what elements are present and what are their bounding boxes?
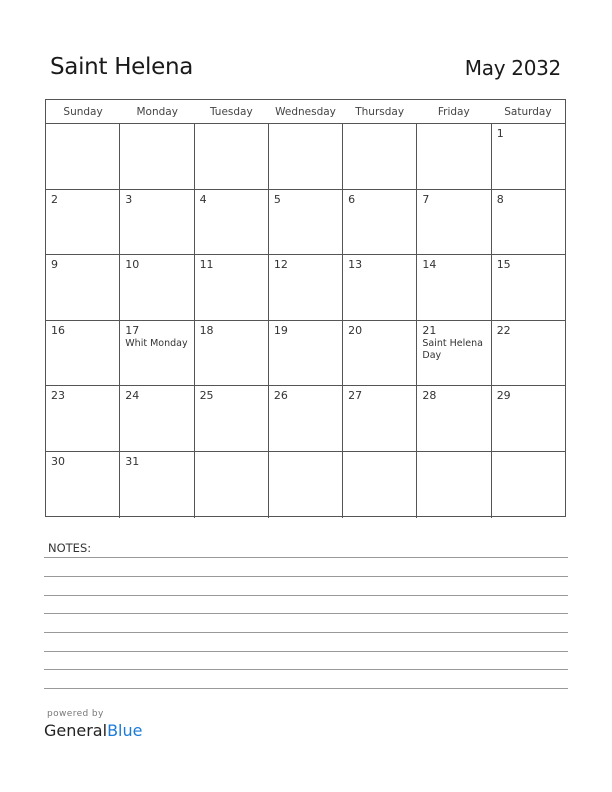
calendar-grid xyxy=(45,99,566,517)
notes-line xyxy=(44,613,568,614)
day-cell[interactable] xyxy=(492,255,565,320)
notes-line xyxy=(44,632,568,633)
weekday-thursday: Thursday xyxy=(355,106,405,118)
day-number: 17 xyxy=(125,323,140,337)
day-number: 5 xyxy=(273,192,281,206)
day-number: 11 xyxy=(199,258,214,272)
day-cell[interactable] xyxy=(46,124,120,189)
day-number: 12 xyxy=(273,258,288,272)
day-number: 30 xyxy=(51,454,65,468)
notes-line xyxy=(44,688,568,689)
day-cell[interactable] xyxy=(269,124,343,189)
day-cell[interactable] xyxy=(492,321,565,386)
day-number: 25 xyxy=(199,389,214,403)
week-row xyxy=(46,321,565,387)
day-cell[interactable] xyxy=(417,321,491,386)
brand-blue: Blue xyxy=(107,721,143,740)
day-number: 26 xyxy=(273,389,288,403)
day-cell[interactable] xyxy=(195,321,269,386)
powered-by-text: powered by xyxy=(47,709,104,719)
day-cell[interactable] xyxy=(120,124,194,189)
day-cell[interactable] xyxy=(492,124,565,189)
week-row xyxy=(46,452,565,518)
day-cell[interactable] xyxy=(343,255,417,320)
day-number: 10 xyxy=(125,258,140,272)
day-number: 4 xyxy=(199,192,207,206)
day-number: 20 xyxy=(348,323,363,337)
day-cell[interactable] xyxy=(120,190,194,255)
day-cell[interactable] xyxy=(46,321,120,386)
brand-logo[interactable] xyxy=(44,721,142,740)
week-row xyxy=(46,190,565,256)
day-cell[interactable] xyxy=(492,190,565,255)
day-cell[interactable] xyxy=(417,255,491,320)
day-cell[interactable] xyxy=(195,452,269,518)
day-number: 9 xyxy=(51,258,58,272)
day-number: 24 xyxy=(125,389,140,403)
day-number: 18 xyxy=(199,323,214,337)
brand-general: General xyxy=(44,721,108,740)
weekday-tuesday: Tuesday xyxy=(209,106,253,118)
day-cell[interactable] xyxy=(120,255,194,320)
day-cell[interactable] xyxy=(195,255,269,320)
day-number: 3 xyxy=(125,192,133,206)
notes-line xyxy=(44,595,568,596)
day-number: 6 xyxy=(348,192,356,206)
day-cell[interactable] xyxy=(343,321,417,386)
day-cell[interactable] xyxy=(269,190,343,255)
notes-label: NOTES: xyxy=(48,541,92,555)
calendar-month: May 2032 xyxy=(464,56,561,80)
day-cell[interactable] xyxy=(417,190,491,255)
notes-line xyxy=(44,669,568,670)
calendar-title: Saint Helena xyxy=(50,54,194,80)
week-row xyxy=(46,255,565,321)
day-cell[interactable] xyxy=(46,452,120,518)
weekday-sunday: Sunday xyxy=(63,106,103,118)
day-number: 21 xyxy=(422,323,437,337)
day-number: 19 xyxy=(273,323,288,337)
day-cell[interactable] xyxy=(269,321,343,386)
day-number: 8 xyxy=(496,192,504,206)
day-number: 23 xyxy=(51,389,65,403)
week-row xyxy=(46,386,565,452)
notes-line xyxy=(44,576,568,577)
day-cell[interactable] xyxy=(269,386,343,451)
day-cell[interactable] xyxy=(417,386,491,451)
day-cell[interactable] xyxy=(492,452,565,518)
day-number: 15 xyxy=(496,258,511,272)
weekday-saturday: Saturday xyxy=(504,106,552,118)
day-cell[interactable] xyxy=(492,386,565,451)
day-cell[interactable] xyxy=(343,386,417,451)
weekday-monday: Monday xyxy=(136,106,178,118)
day-number: 31 xyxy=(125,454,140,468)
day-number: 16 xyxy=(51,323,65,337)
day-number: 2 xyxy=(51,192,58,206)
day-cell[interactable] xyxy=(417,452,491,518)
day-cell[interactable] xyxy=(343,124,417,189)
holiday-label: Saint Helena Day xyxy=(422,337,483,361)
day-cell[interactable] xyxy=(343,190,417,255)
day-number: 27 xyxy=(348,389,363,403)
day-cell[interactable] xyxy=(195,386,269,451)
day-cell[interactable] xyxy=(120,386,194,451)
day-cell[interactable] xyxy=(46,190,120,255)
day-number: 14 xyxy=(422,258,437,272)
day-cell[interactable] xyxy=(120,452,194,518)
day-number: 7 xyxy=(422,192,430,206)
notes-line xyxy=(44,557,568,558)
day-cell[interactable] xyxy=(46,255,120,320)
day-cell[interactable] xyxy=(269,452,343,518)
day-cell[interactable] xyxy=(195,124,269,189)
week-row xyxy=(46,124,565,190)
day-cell[interactable] xyxy=(343,452,417,518)
day-cell[interactable] xyxy=(417,124,491,189)
day-cell[interactable] xyxy=(46,386,120,451)
day-number: 1 xyxy=(496,127,504,140)
day-number: 29 xyxy=(496,389,511,403)
day-number: 13 xyxy=(348,258,363,272)
day-cell[interactable] xyxy=(269,255,343,320)
holiday-label: Whit Monday xyxy=(125,337,188,349)
day-cell[interactable] xyxy=(120,321,194,386)
day-number: 28 xyxy=(422,389,437,403)
weekday-wednesday: Wednesday xyxy=(275,106,336,118)
notes-line xyxy=(44,651,568,652)
weekday-header-row xyxy=(46,100,565,124)
day-number: 22 xyxy=(496,323,511,337)
day-cell[interactable] xyxy=(195,190,269,255)
weekday-friday: Friday xyxy=(437,106,470,118)
